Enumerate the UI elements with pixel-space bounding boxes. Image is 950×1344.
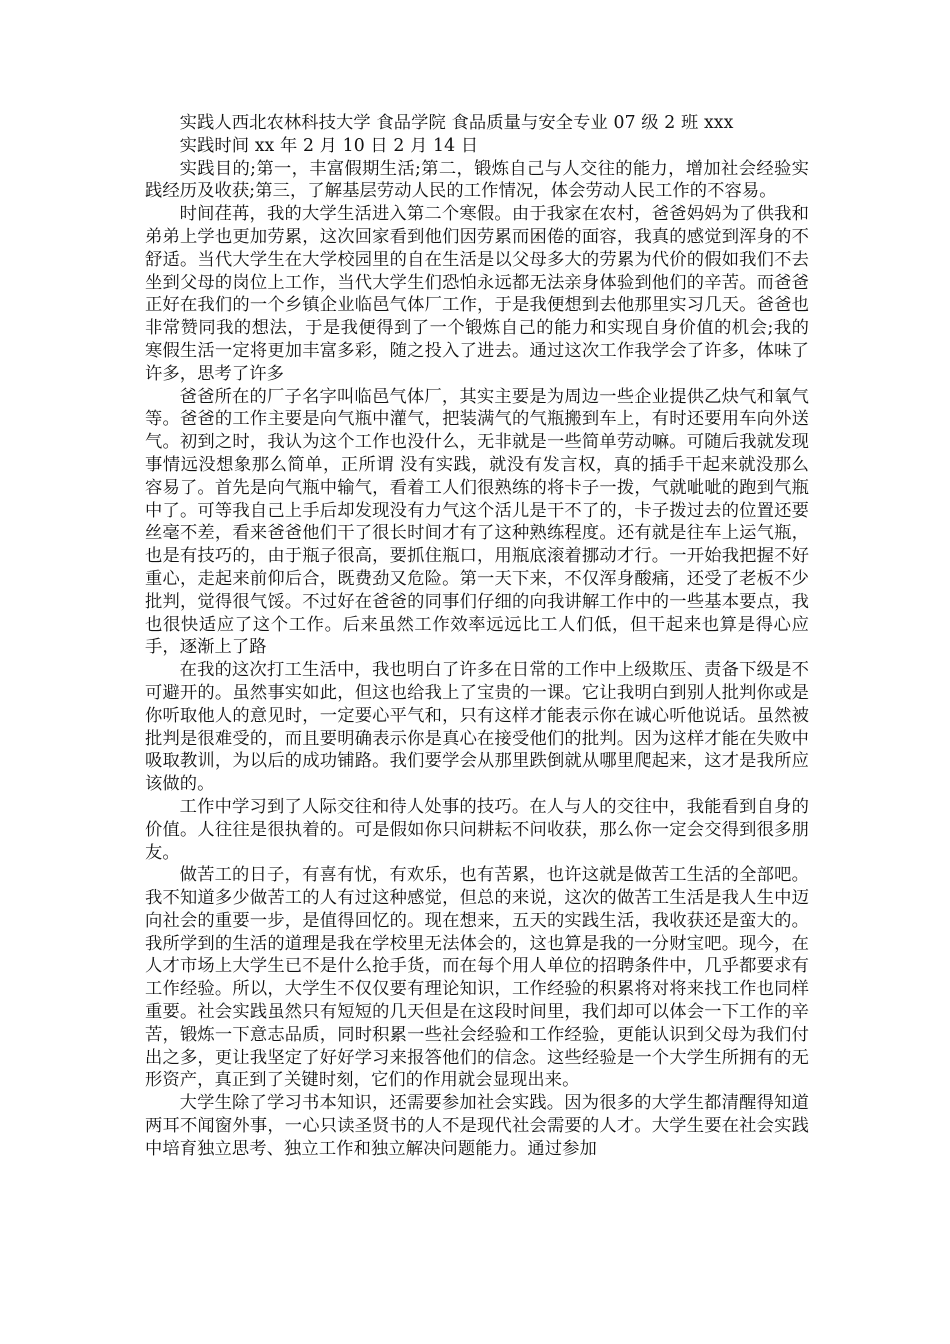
practice-participant-line: 实践人西北农林科技大学 食品学院 食品质量与安全专业 07 级 2 班 xxx bbox=[179, 113, 734, 133]
paragraph-criticism-lesson: 在我的这次打工生活中，我也明白了许多在日常的工作中上级欺压、责备下级是不可避开的。虽然事实如此，但这也给我上了宝贵的一课。它让我明白到别人批判你或是你听取他人的意见时，一定要心平气和，只有这样才能表示你在诚心听他说话。虽然被批判是很难受的，而且要明确表示你是真心在接受他们的批判。因为这样才能在失败中吸取教训，为以后的成功铺路。我们要学会从那里跌倒就从哪里爬起来，这才是我所应该做的。 bbox=[145, 660, 809, 795]
paragraph-interpersonal-skills: 工作中学习到了人际交往和待人处事的技巧。在人与人的交往中，我能看到自身的价值。人往往是很执着的。可是假如你只问耕耘不问收获，那么你一定会交得到很多朋友。 bbox=[145, 796, 809, 863]
paragraph-factory-work: 爸爸所在的厂子名字叫临邑气体厂，其实主要是为周边一些企业提供乙炔气和氧气等。爸爸的工作主要是向气瓶中灌气，把装满气的气瓶搬到车上，有时还要用车向外送气。初到之时，我认为这个工作也没什么，无非就是一些简单劳动嘛。可随后我就发现事情远没想象那么简单，正所谓 没有实践，就没有发言权，真的插手干起来就没那么容易了。首先是向气瓶中输气，看着工人们很熟练的将卡子一拨，气就呲呲的跑到气瓶中了。可等我自己上手后却发现没有力气这个活儿是干不了的，卡子拨过去的位置还要丝毫不差，看来爸爸他们干了很长时间才有了这种熟练程度。还有就是往车上运气瓶，也是有技巧的，由于瓶子很高，要抓住瓶口，用瓶底滚着挪动才行。一开始我把握不好重心，走起来前仰后合，既费劲又危险。第一天下来，不仅浑身酸痛，还受了老板不少批判，觉得很气馁。不过好在爸爸的同事们仔细的向我讲解工作中的一些基本要点，我也很快适应了这个工作。后来虽然工作效率远远比工人们低，但干起来也算是得心应手，逐渐上了路 bbox=[145, 386, 809, 658]
practice-time-line: 实践时间 xx 年 2 月 10 日 2 月 14 日 bbox=[179, 135, 479, 156]
paragraph-purpose: 实践目的;第一，丰富假期生活;第二，锻炼自己与人交往的能力，增加社会经验实践经历及收获;第三，了解基层劳动人民的工作情况，体会劳动人民工作的不容易。 bbox=[145, 158, 809, 202]
paragraph-reflection: 做苦工的日子，有喜有忧，有欢乐，也有苦累，也许这就是做苦工生活的全部吧。我不知道多少做苦工的人有过这种感觉，但总的来说，这次的做苦工生活是我人生中迈向社会的重要一步，是值得回忆的。现在想来，五天的实践生活，我收获还是蛮大的。我所学到的生活的道理是我在学校里无法体会的，这也算是我的一分财宝吧。现今，在人才市场上大学生已不是什么抢手货，而在每个用人单位的招聘条件中，几乎都要求有工作经验。所以，大学生不仅仅要有理论知识，工作经验的积累将对将来找工作也同样重要。社会实践虽然只有短短的几天但是在这段时间里，我们却可以体会一下工作的辛苦，锻炼一下意志品质，同时积累一些社会经验和工作经验，更能认识到父母为我们付出之多，更让我坚定了好好学习来报答他们的信念。这些经验是一个大学生所拥有的无形资产，真正到了关键时刻，它们的作用就会显现出来。 bbox=[145, 865, 809, 1091]
document-body bbox=[145, 112, 809, 1161]
paragraph-social-practice: 大学生除了学习书本知识，还需要参加社会实践。因为很多的大学生都清醒得知道 两耳不闻窗外事，一心只读圣贤书的人不是现代社会需要的人才。大学生要在社会实践中培育独立思考、独立工作和独立解决问题能力。通过参加 bbox=[145, 1093, 809, 1159]
paragraph-background: 时间荏苒，我的大学生活进入第二个寒假。由于我家在农村，爸爸妈妈为了供我和弟弟上学也更加劳累，这次回家看到他们因劳累而困倦的面容，我真的感觉到浑身的不舒适。当代大学生在大学校园里的自在生活是以父母多大的劳累为代价的假如我们不去坐到父母的岗位上工作，当代大学生们恐怕永远都无法亲身体验到他们的辛苦。而爸爸正好在我们的一个乡镇企业临邑气体厂工作，于是我便想到去他那里实习几天。爸爸也非常赞同我的想法，于是我便得到了一个锻炼自己的能力和实现自身价值的机会;我的寒假生活一定将更加丰富多彩，随之投入了进去。通过这次工作我学会了许多，体味了许多，思考了许多 bbox=[145, 204, 809, 384]
